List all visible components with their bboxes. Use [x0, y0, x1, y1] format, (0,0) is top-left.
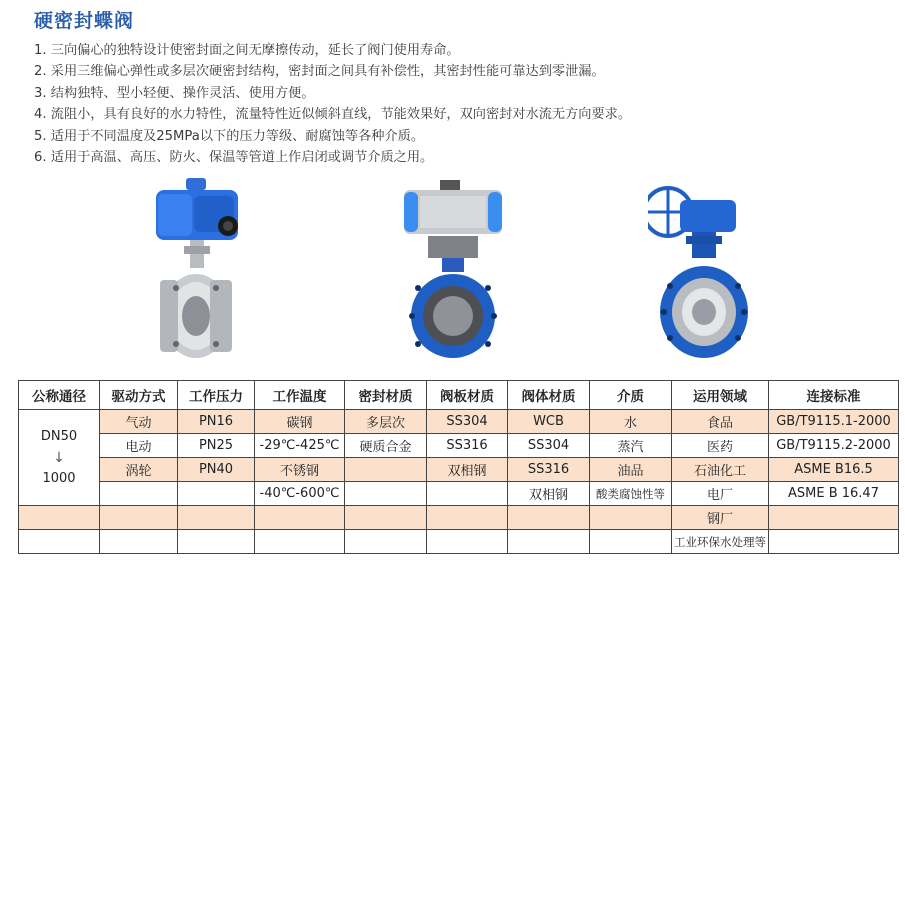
table-cell	[345, 482, 427, 506]
table-cell: 电动	[100, 434, 178, 458]
nominal-diameter-cell	[19, 410, 100, 506]
header-cell: 阀体材质	[508, 381, 590, 410]
header-cell: 运用领域	[672, 381, 769, 410]
table-row	[19, 482, 899, 506]
table-cell	[590, 530, 672, 554]
table-cell: ASME B16.5	[769, 458, 899, 482]
feature-item: 3. 结构独特、型小轻便、操作灵活、使用方便。	[34, 85, 315, 101]
table-cell: SS304	[508, 434, 590, 458]
feature-item: 4. 流阻小，具有良好的水力特性，流量特性近似倾斜直线，节能效果好，双向密封对水流无方向要求。	[34, 107, 632, 123]
feature-item: 6. 适用于高温、高压、防火、保温等管道上作启闭或调节介质之用。	[34, 150, 434, 166]
table-cell: 碳钢	[255, 410, 345, 434]
table-cell: SS316	[508, 458, 590, 482]
table-cell	[769, 530, 899, 554]
table-cell: -40℃-600℃	[255, 482, 345, 506]
table-cell	[769, 506, 899, 530]
table-cell	[19, 530, 100, 554]
table-cell	[100, 482, 178, 506]
header-cell: 驱动方式	[100, 381, 178, 410]
table-cell	[427, 506, 508, 530]
table-cell	[100, 530, 178, 554]
table-cell: 食品	[672, 410, 769, 434]
table-cell: PN40	[178, 458, 255, 482]
spec-table	[18, 380, 899, 554]
table-row	[19, 506, 899, 530]
table-cell: 石油化工	[672, 458, 769, 482]
feature-item: 5. 适用于不同温度及25MPa以下的压力等级、耐腐蚀等各种介质。	[34, 128, 425, 144]
table-cell: GB/T9115.2-2000	[769, 434, 899, 458]
dn-to: 1000	[42, 470, 76, 486]
header-cell: 工作温度	[255, 381, 345, 410]
worm-gear-valve-image	[648, 176, 758, 361]
table-cell: 气动	[100, 410, 178, 434]
page-title: 硬密封蝶阀	[34, 10, 135, 32]
table-cell: 硬质合金	[345, 434, 427, 458]
table-cell	[255, 530, 345, 554]
feature-item: 1. 三向偏心的独特设计使密封面之间无摩擦传动，延长了阀门使用寿命。	[34, 43, 460, 58]
product-images	[0, 176, 905, 366]
table-cell	[178, 506, 255, 530]
table-cell	[345, 530, 427, 554]
table-cell: 双相钢	[508, 482, 590, 506]
table-cell: ASME B 16.47	[769, 482, 899, 506]
feature-list	[34, 40, 631, 168]
table-cell	[345, 506, 427, 530]
table-cell	[255, 506, 345, 530]
table-cell: 水	[590, 410, 672, 434]
table-cell: PN16	[178, 410, 255, 434]
header-cell: 阀板材质	[427, 381, 508, 410]
table-row	[19, 410, 899, 434]
dn-from: DN50	[40, 428, 78, 444]
arrow-down-icon: ↓	[53, 449, 65, 466]
table-row	[19, 458, 899, 482]
table-cell	[178, 530, 255, 554]
table-cell: GB/T9115.1-2000	[769, 410, 899, 434]
feature-item: 2. 采用三维偏心弹性或多层次硬密封结构，密封面之间具有补偿性，其密封性能可靠达到零泄漏。	[34, 64, 605, 80]
table-cell	[178, 482, 255, 506]
header-cell: 密封材质	[345, 381, 427, 410]
table-cell: 蒸汽	[590, 434, 672, 458]
table-cell	[100, 506, 178, 530]
table-cell	[508, 530, 590, 554]
table-cell: 多层次	[345, 410, 427, 434]
electric-valve-image	[148, 176, 248, 361]
table-cell: 不锈钢	[255, 458, 345, 482]
table-cell: 医药	[672, 434, 769, 458]
table-header-row	[19, 381, 899, 410]
header-cell: 介质	[590, 381, 672, 410]
table-cell: SS316	[427, 434, 508, 458]
pneumatic-valve-image	[398, 176, 508, 361]
table-cell: 油品	[590, 458, 672, 482]
table-cell: -29℃-425℃	[255, 434, 345, 458]
table-cell: SS304	[427, 410, 508, 434]
table-cell: PN25	[178, 434, 255, 458]
table-cell: 钢厂	[672, 506, 769, 530]
table-row	[19, 434, 899, 458]
table-row	[19, 530, 899, 554]
table-cell: WCB	[508, 410, 590, 434]
table-cell	[19, 506, 100, 530]
table-cell	[508, 506, 590, 530]
table-cell	[345, 458, 427, 482]
table-cell	[427, 530, 508, 554]
header-cell: 连接标准	[769, 381, 899, 410]
header-cell: 公称通径	[19, 381, 100, 410]
table-cell	[427, 482, 508, 506]
table-cell: 电厂	[672, 482, 769, 506]
table-cell: 双相钢	[427, 458, 508, 482]
table-cell: 酸类腐蚀性等	[590, 482, 672, 506]
table-cell	[590, 506, 672, 530]
header-cell: 工作压力	[178, 381, 255, 410]
table-cell: 工业环保水处理等	[672, 530, 769, 554]
table-cell: 涡轮	[100, 458, 178, 482]
